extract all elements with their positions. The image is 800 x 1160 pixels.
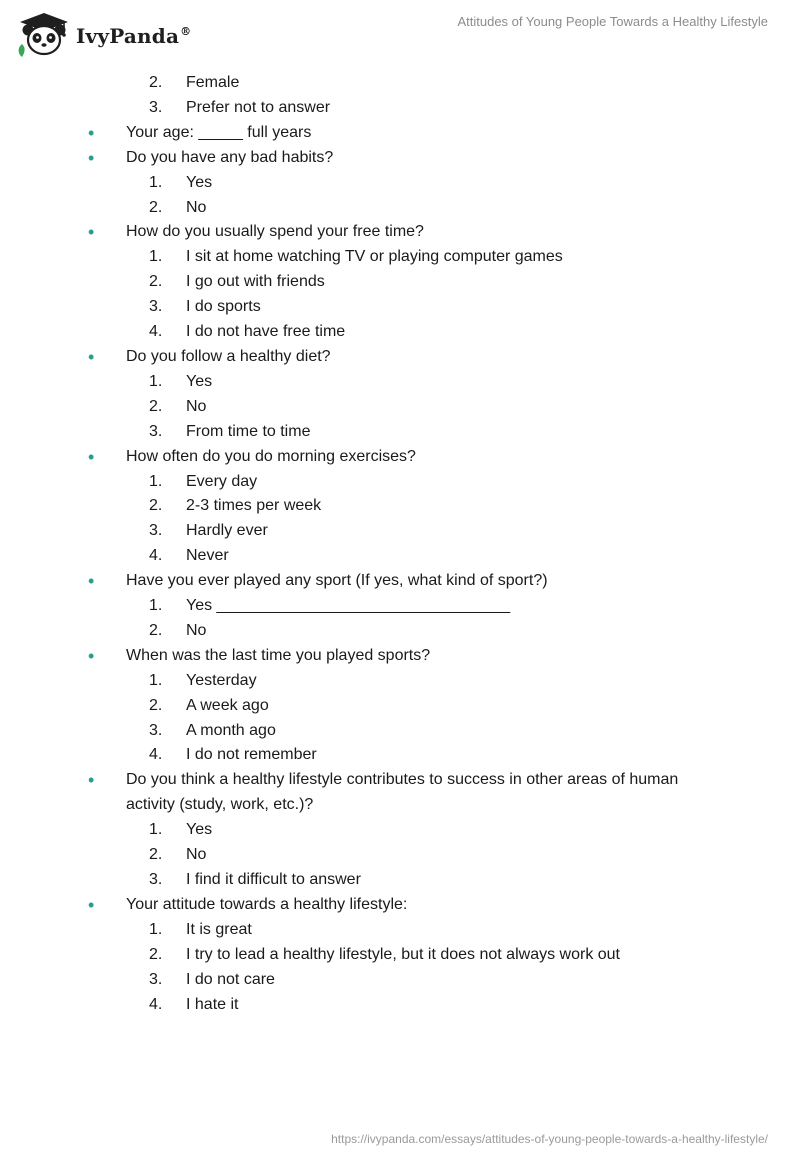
- option-number: 1.: [149, 597, 163, 615]
- option-text: No: [186, 397, 207, 415]
- option-number: 2.: [149, 696, 163, 714]
- document-title: Attitudes of Young People Towards a Healthy Lifestyle: [457, 14, 768, 29]
- answer-option: [0, 494, 800, 519]
- answer-option: [0, 694, 800, 719]
- option-text: Never: [186, 547, 229, 565]
- option-number: 2.: [149, 846, 163, 864]
- bullet-icon: •: [88, 147, 95, 168]
- option-text: I hate it: [186, 995, 239, 1013]
- answer-option: [0, 71, 800, 96]
- bullet-icon: •: [88, 894, 95, 915]
- answer-option: [0, 619, 800, 644]
- question-text: How often do you do morning exercises?: [126, 447, 416, 465]
- bullet-icon: •: [88, 770, 95, 791]
- option-text: Yes _________________________________: [186, 597, 511, 615]
- questionnaire-list: [0, 71, 800, 1017]
- option-text: Every day: [186, 472, 258, 490]
- answer-option: [0, 843, 800, 868]
- answer-option: [0, 420, 800, 445]
- answer-option: [0, 295, 800, 320]
- answer-option: [0, 918, 800, 943]
- answer-option: [0, 818, 800, 843]
- option-text: Prefer not to answer: [186, 98, 331, 116]
- option-number: 4.: [149, 323, 163, 341]
- answer-option: [0, 270, 800, 295]
- option-text: Female: [186, 74, 240, 91]
- option-text: I do not care: [186, 970, 275, 988]
- option-number: 2.: [149, 273, 163, 291]
- option-number: 1.: [149, 821, 163, 839]
- option-text: No: [186, 621, 207, 639]
- option-text: I find it difficult to answer: [186, 871, 361, 888]
- option-number: 4.: [149, 547, 163, 565]
- option-text: No: [186, 198, 207, 216]
- option-text: From time to time: [186, 422, 311, 440]
- question-item: [0, 345, 800, 370]
- option-text: Yes: [186, 372, 213, 390]
- question-text: Your age: _____ full years: [126, 123, 312, 141]
- option-number: 1.: [149, 248, 163, 266]
- question-text: Have you ever played any sport (If yes, what kind of sport?): [126, 572, 548, 590]
- option-text: I sit at home watching TV or playing computer games: [186, 248, 563, 266]
- option-number: 1.: [149, 472, 163, 490]
- option-number: 3.: [149, 422, 163, 440]
- option-number: 4.: [149, 995, 163, 1013]
- option-number: 2.: [149, 621, 163, 639]
- option-number: 3.: [149, 721, 163, 739]
- option-number: 2.: [149, 945, 163, 963]
- option-number: 2.: [149, 397, 163, 415]
- option-text: Hardly ever: [186, 522, 268, 540]
- brand-name: IvyPanda®: [76, 24, 192, 48]
- question-item: [0, 644, 800, 669]
- registered-mark: ®: [180, 25, 192, 39]
- option-number: 1.: [149, 671, 163, 689]
- answer-option: [0, 943, 800, 968]
- answer-option: [0, 171, 800, 196]
- option-number: 4.: [149, 746, 163, 764]
- question-item: [0, 445, 800, 470]
- answer-option: [0, 395, 800, 420]
- option-text: I do not remember: [186, 746, 317, 764]
- answer-option: [0, 470, 800, 495]
- answer-option: [0, 968, 800, 993]
- option-text: It is great: [186, 920, 252, 938]
- bullet-icon: •: [88, 571, 95, 592]
- option-text: I do not have free time: [186, 323, 346, 341]
- option-text: I try to lead a healthy lifestyle, but it does not always work out: [186, 945, 620, 963]
- answer-option: [0, 719, 800, 744]
- option-number: 2.: [149, 198, 163, 216]
- option-text: A month ago: [186, 721, 276, 739]
- question-text: Do you think a healthy lifestyle contributes to success in other areas of human activity (study, work, etc.)?: [126, 771, 679, 814]
- answer-option: [0, 245, 800, 270]
- question-item: [0, 569, 800, 594]
- question-item: [0, 768, 800, 818]
- answer-option: [0, 743, 800, 768]
- bullet-icon: •: [88, 222, 95, 243]
- option-number: 2.: [149, 74, 163, 91]
- option-number: 3.: [149, 98, 163, 116]
- question-text: When was the last time you played sports?: [126, 646, 431, 664]
- option-text: No: [186, 846, 207, 864]
- question-item: [0, 893, 800, 918]
- ivypanda-logo[interactable]: [14, 10, 191, 58]
- answer-option: [0, 868, 800, 893]
- answer-option: [0, 993, 800, 1018]
- question-text: Do you follow a healthy diet?: [126, 347, 331, 365]
- option-number: 3.: [149, 970, 163, 988]
- option-text: I go out with friends: [186, 273, 325, 291]
- answer-option: [0, 96, 800, 121]
- answer-option: [0, 196, 800, 221]
- option-number: 1.: [149, 920, 163, 938]
- option-number: 1.: [149, 372, 163, 390]
- bullet-icon: •: [88, 645, 95, 666]
- panda-graduate-icon: [14, 10, 74, 58]
- option-text: I do sports: [186, 298, 261, 316]
- answer-option: [0, 544, 800, 569]
- page-header: [0, 0, 800, 60]
- option-text: Yes: [186, 173, 213, 191]
- option-text: 2-3 times per week: [186, 497, 322, 515]
- answer-option: [0, 594, 800, 619]
- question-item: [0, 121, 800, 146]
- question-item: [0, 146, 800, 171]
- question-text: How do you usually spend your free time?: [126, 223, 424, 241]
- option-number: 3.: [149, 522, 163, 540]
- option-number: 3.: [149, 871, 163, 888]
- option-text: Yesterday: [186, 671, 257, 689]
- option-number: 1.: [149, 173, 163, 191]
- option-number: 3.: [149, 298, 163, 316]
- option-number: 2.: [149, 497, 163, 515]
- bullet-icon: •: [88, 122, 95, 143]
- bullet-icon: •: [88, 346, 95, 367]
- answer-option: [0, 320, 800, 345]
- source-url[interactable]: https://ivypanda.com/essays/attitudes-of-young-people-towards-a-healthy-lifestyle/: [331, 1132, 768, 1146]
- answer-option: [0, 669, 800, 694]
- option-text: Yes: [186, 821, 213, 839]
- question-text: Do you have any bad habits?: [126, 148, 334, 166]
- answer-option: [0, 519, 800, 544]
- question-text: Your attitude towards a healthy lifestyle:: [126, 895, 408, 913]
- bullet-icon: •: [88, 446, 95, 467]
- option-text: A week ago: [186, 696, 269, 714]
- answer-option: [0, 370, 800, 395]
- question-item: [0, 220, 800, 245]
